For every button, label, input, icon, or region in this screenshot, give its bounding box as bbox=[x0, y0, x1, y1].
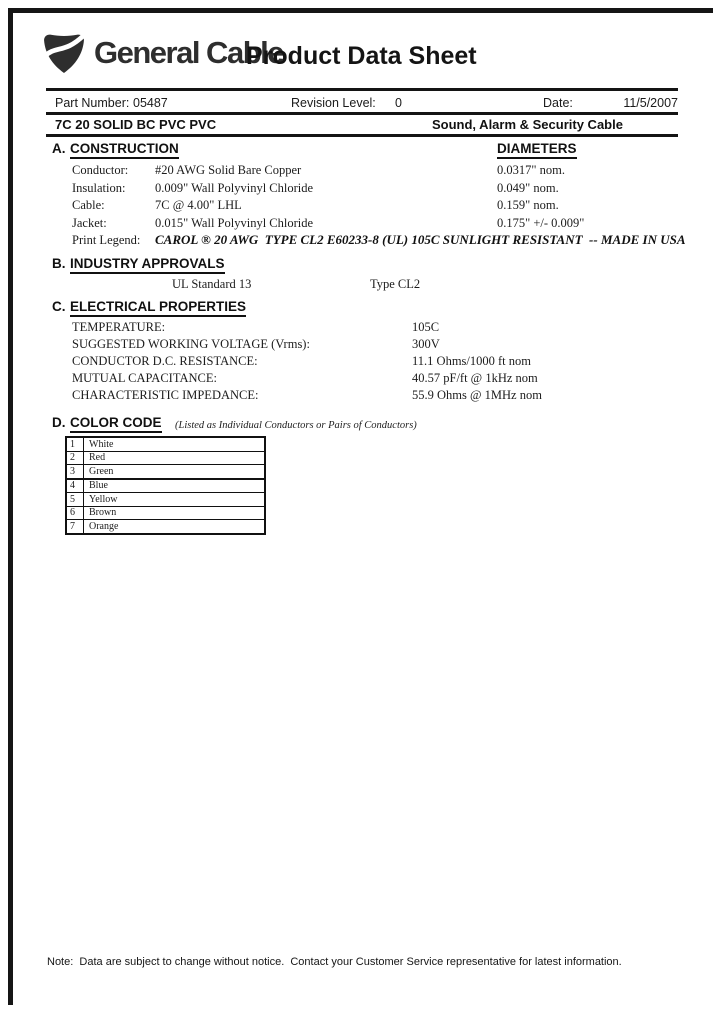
revision-label: Revision Level: bbox=[291, 96, 376, 110]
color-num: 5 bbox=[67, 493, 84, 506]
color-name: Yellow bbox=[89, 493, 118, 505]
product-divider-rule bbox=[46, 134, 678, 137]
color-num: 7 bbox=[67, 520, 84, 533]
construction-diameter: 0.175" +/- 0.009" bbox=[497, 216, 585, 230]
print-legend-label: Print Legend: bbox=[72, 233, 141, 247]
color-row bbox=[67, 438, 264, 451]
meta-divider-rule bbox=[46, 112, 678, 115]
color-name: Green bbox=[89, 465, 114, 477]
construction-label: Conductor: bbox=[72, 163, 129, 177]
section-c-title: ELECTRICAL PROPERTIES bbox=[70, 299, 246, 317]
electrical-value: 105C bbox=[412, 320, 440, 334]
section-c-letter: C. bbox=[52, 299, 66, 314]
section-a-title: CONSTRUCTION bbox=[70, 141, 179, 159]
electrical-label: SUGGESTED WORKING VOLTAGE (Vrms): bbox=[72, 337, 310, 351]
color-num: 2 bbox=[67, 452, 84, 465]
construction-value: 7C @ 4.00" LHL bbox=[155, 198, 242, 212]
page-title: Product Data Sheet bbox=[246, 42, 477, 70]
date-value: 11/5/2007 bbox=[623, 96, 678, 110]
construction-value: #20 AWG Solid Bare Copper bbox=[155, 163, 302, 177]
product-category: Sound, Alarm & Security Cable bbox=[432, 117, 623, 132]
color-row bbox=[67, 519, 264, 533]
construction-diameter: 0.0317" nom. bbox=[497, 163, 565, 177]
product-name: 7C 20 SOLID BC PVC PVC bbox=[55, 117, 217, 132]
color-name: White bbox=[89, 438, 114, 450]
color-row bbox=[67, 506, 264, 520]
color-num: 1 bbox=[67, 438, 84, 451]
color-row bbox=[67, 478, 264, 493]
color-name: Orange bbox=[89, 520, 119, 532]
color-num: 6 bbox=[67, 507, 84, 520]
electrical-value: 40.57 pF/ft @ 1kHz nom bbox=[412, 371, 538, 385]
color-name: Blue bbox=[89, 480, 108, 492]
general-cable-shield-icon bbox=[42, 31, 86, 75]
section-a-letter: A. bbox=[52, 141, 66, 156]
part-number-value: 05487 bbox=[133, 96, 168, 110]
construction-value: 0.009" Wall Polyvinyl Chloride bbox=[155, 181, 314, 195]
color-code-table bbox=[65, 436, 266, 535]
construction-label: Cable: bbox=[72, 198, 105, 212]
section-d-letter: D. bbox=[52, 415, 66, 430]
color-num: 3 bbox=[67, 465, 84, 478]
electrical-label: TEMPERATURE: bbox=[72, 320, 166, 334]
construction-diameter: 0.159" nom. bbox=[497, 198, 559, 212]
approval-type: Type CL2 bbox=[370, 277, 421, 291]
construction-value: 0.015" Wall Polyvinyl Chloride bbox=[155, 216, 314, 230]
color-row bbox=[67, 464, 264, 478]
header-rule bbox=[46, 88, 678, 91]
electrical-value: 55.9 Ohms @ 1MHz nom bbox=[412, 388, 542, 402]
scan-border-top bbox=[8, 8, 713, 13]
color-name: Brown bbox=[89, 507, 117, 519]
electrical-value: 11.1 Ohms/1000 ft nom bbox=[412, 354, 531, 368]
color-num: 4 bbox=[67, 480, 84, 493]
brand-name: General Cable bbox=[94, 35, 283, 70]
electrical-label: MUTUAL CAPACITANCE: bbox=[72, 371, 217, 385]
color-code-subtitle: (Listed as Individual Conductors or Pairs of Conductors) bbox=[175, 420, 417, 431]
section-d-title: COLOR CODE bbox=[70, 415, 162, 433]
diameters-title: DIAMETERS bbox=[497, 141, 577, 159]
electrical-label: CHARACTERISTIC IMPEDANCE: bbox=[72, 388, 259, 402]
section-b-title: INDUSTRY APPROVALS bbox=[70, 256, 225, 274]
section-b-letter: B. bbox=[52, 256, 66, 271]
date-label: Date: bbox=[543, 96, 573, 110]
print-legend-value: CAROL ® 20 AWG TYPE CL2 E60233-8 (UL) 105C SUNLIGHT RESISTANT -- MADE IN USA bbox=[155, 232, 686, 247]
construction-label: Insulation: bbox=[72, 181, 126, 195]
electrical-value: 300V bbox=[412, 337, 440, 351]
footer-note: Note: Data are subject to change without notice. Contact your Customer Service representative for latest information. bbox=[47, 956, 622, 968]
construction-diameter: 0.049" nom. bbox=[497, 181, 559, 195]
construction-label: Jacket: bbox=[72, 216, 107, 230]
color-name: Red bbox=[89, 452, 106, 464]
color-row bbox=[67, 451, 264, 465]
revision-value: 0 bbox=[395, 96, 402, 110]
color-row bbox=[67, 492, 264, 506]
electrical-label: CONDUCTOR D.C. RESISTANCE: bbox=[72, 354, 258, 368]
part-number-label: Part Number: bbox=[55, 96, 130, 110]
scan-border-left bbox=[8, 8, 13, 1005]
approval-standard: UL Standard 13 bbox=[172, 277, 252, 291]
